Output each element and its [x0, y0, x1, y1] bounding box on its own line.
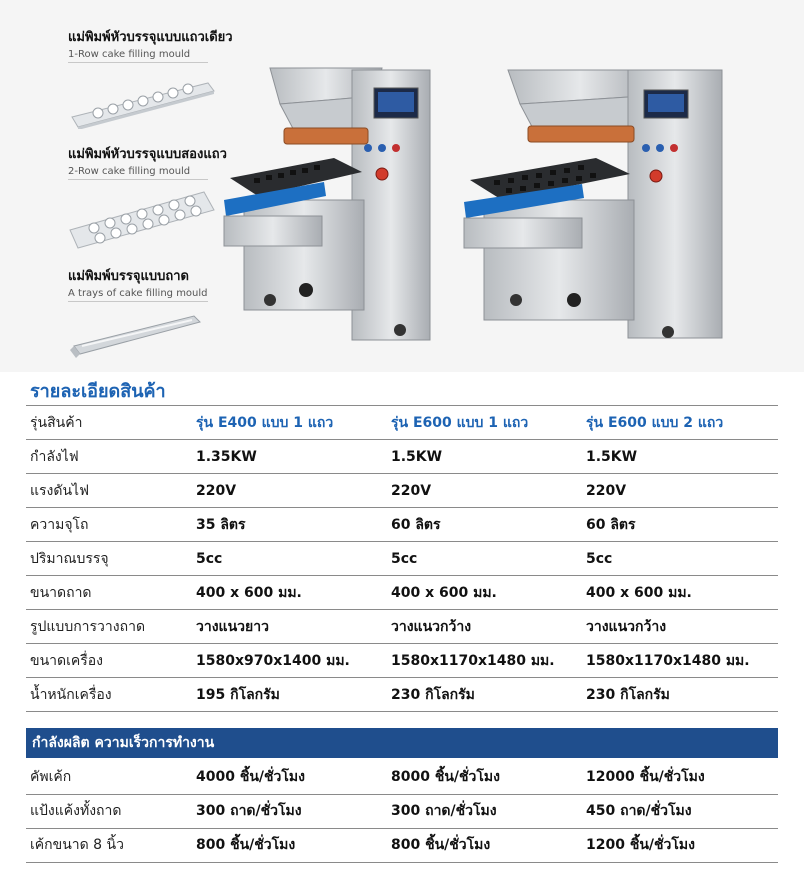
production-band-title: กำลังผลิต ความเร็วการทำงาน: [26, 728, 778, 758]
spec-header-label: รุ่นสินค้า: [26, 406, 196, 440]
spec-table: [26, 405, 778, 712]
mould-title-thai: แม่พิมพ์บรรจุแบบถาด: [68, 269, 189, 284]
tray-mould-image: [68, 308, 218, 358]
mould-title-thai: แม่พิมพ์หัวบรรจุแบบแถวเดียว: [68, 30, 233, 45]
spec-row-hopper-capacity: ความจุโถ 35 ลิตร 60 ลิตร 60 ลิตร: [26, 508, 778, 542]
two-row-mould-image: [68, 186, 218, 250]
machine-e400-image: [214, 60, 450, 342]
model-e600-1row: รุ่น E600 แบบ 1 แถว: [391, 406, 586, 440]
mould-1-row: [68, 26, 233, 129]
model-e400: รุ่น E400 แบบ 1 แถว: [196, 406, 391, 440]
product-gallery: [0, 0, 804, 372]
spec-row-tray-size: ขนาดถาด 400 x 600 มม. 400 x 600 มม. 400 x 600 มม.: [26, 576, 778, 610]
mould-title-english: A trays of cake filling mould: [68, 288, 208, 299]
spec-row-tray-orientation: รูปแบบการวางถาด วางแนวยาว วางแนวกว้าง วางแนวกว้าง: [26, 610, 778, 644]
mould-title-thai: แม่พิมพ์หัวบรรจุแบบสองแถว: [68, 147, 227, 162]
spec-row-power: กำลังไฟ 1.35KW 1.5KW 1.5KW: [26, 440, 778, 474]
mould-2-row: [68, 143, 227, 250]
one-row-mould-image: [68, 69, 218, 129]
production-table: [26, 760, 778, 863]
production-row-full-tray: แป้งแค้งทั้งถาด 300 ถาด/ชั่วโมง 300 ถาด/ชั่วโมง 450 ถาด/ชั่วโมง: [26, 794, 778, 828]
spec-row-voltage: แรงดันไฟ 220V 220V 220V: [26, 474, 778, 508]
spec-row-machine-weight: น้ำหนักเครื่อง 195 กิโลกรัม 230 กิโลกรัม 230 กิโลกรัม: [26, 678, 778, 712]
mould-tray: [68, 265, 218, 358]
production-row-8inch-cake: เค้กขนาด 8 นิ้ว 800 ชิ้น/ชั่วโมง 800 ชิ้น/ชั่วโมง 1200 ชิ้น/ชั่วโมง: [26, 828, 778, 862]
spec-header-row: [26, 406, 778, 440]
machine-e600-image: [458, 60, 730, 342]
mould-title-english: 2-Row cake filling mould: [68, 166, 191, 177]
spec-row-machine-size: ขนาดเครื่อง 1580x970x1400 มม. 1580x1170x1480 มม. 1580x1170x1480 มม.: [26, 644, 778, 678]
spec-row-fill-volume: ปริมาณบรรจุ 5cc 5cc 5cc: [26, 542, 778, 576]
spec-title: รายละเอียดสินค้า: [30, 381, 166, 402]
production-row-cupcake: คัพเค้ก 4000 ชิ้น/ชั่วโมง 8000 ชิ้น/ชั่วโมง 12000 ชิ้น/ชั่วโมง: [26, 760, 778, 794]
model-e600-2row: รุ่น E600 แบบ 2 แถว: [586, 406, 778, 440]
mould-title-english: 1-Row cake filling mould: [68, 49, 191, 60]
